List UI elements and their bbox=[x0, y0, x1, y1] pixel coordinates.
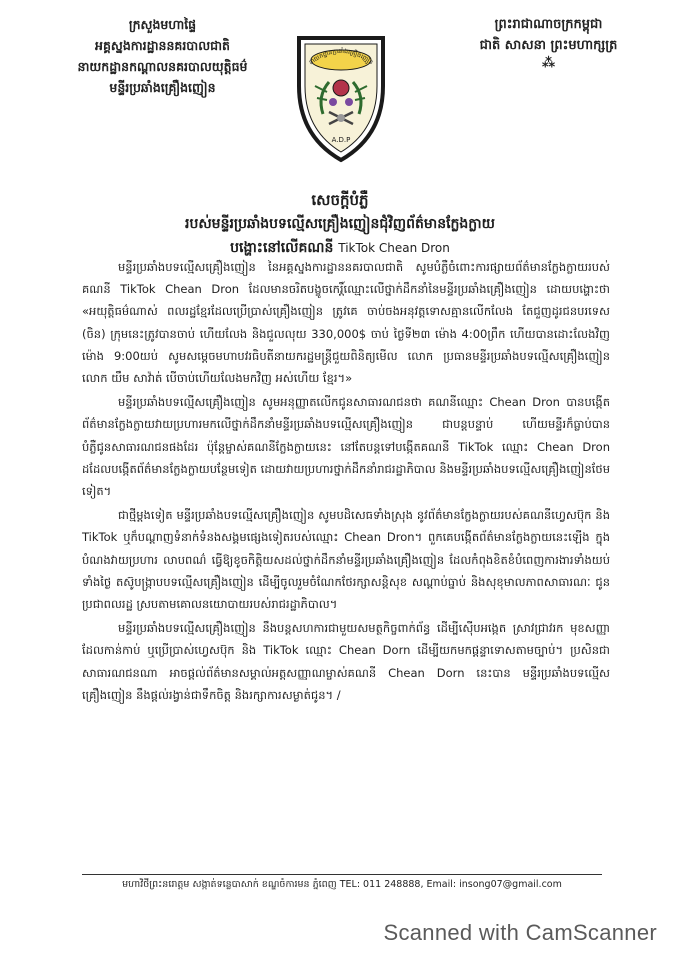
kingdom-header bbox=[446, 14, 651, 72]
ornament-icon: ⁂ bbox=[541, 56, 556, 71]
title-line-1: សេចក្តីបំភ្លឺ bbox=[311, 191, 369, 209]
issuer-office: មន្ទីរប្រឆាំងគ្រឿងញៀន bbox=[109, 80, 216, 95]
paragraph-2: មន្ទីរប្រឆាំងបទល្មើសគ្រឿងញៀន សូមអនុញ្ញាតលើកជូនសាធារណជនថា គណនីឈ្មោះ Chean Dron បានបង្កើតព័ត៌មានក្លែងក្លាយវាយប្រហារមកលើថ្នាក់ដឹកនាំមន្ទីរប្រឆាំងបទល្មើសគ្រឿងញៀន ជាបន្តបន្ទាប់ ហើយមន្ទីរក៏ធ្លាប់បានបំភ្លឺជូនសាធារណជនផងដែរ ប៉ុន្តែម្ចាស់គណនីក្លែងក្លាយនេះ នៅតែបន្តទៅបង្កើតគណនី TikTok ឈ្មោះ Chean Dron ដដែលបង្កើតព័ត៌មានក្លែងក្លាយបន្ថែមទៀត ដោយវាយប្រហារថ្នាក់ដឹកនាំរាជរដ្ឋាភិបាល និងមន្ទីរប្រឆាំងបទល្មើសគ្រឿងញៀនថែមទៀត។ bbox=[82, 395, 610, 499]
title-line-2: របស់មន្ទីរប្រឆាំងបទល្មើសគ្រឿងញៀនជុំវិញព័ត៌មានក្លែងក្លាយ bbox=[185, 216, 495, 232]
national-motto: ជាតិ សាសនា ព្រះមហាក្សត្រ bbox=[479, 38, 618, 53]
paragraph-3: ជាថ្មីម្តងទៀត មន្ទីរប្រឆាំងបទល្មើសគ្រឿងញៀន សូមបដិសេធទាំងស្រុង នូវព័ត៌មានក្លែងក្លាយរបស់គណនីហ្វេសប៊ុក និង TikTok ឬក៏បណ្តាញទំនាក់ទំនងសង្គមផ្សេងទៀតរបស់ឈ្មោះ Chean Dron។ ពួកគេបង្កើតព័ត៌មានក្លែងក្លាយនេះឡើង ក្នុងបំណងវាយប្រហារ លាបពណ៌ ធ្វើឱ្យខូចកិត្តិយសដល់ថ្នាក់ដឹកនាំមន្ទីរប្រឆាំងគ្រឿងញៀន ដែលកំពុងខិតខំបំពេញការងារទាំងយប់ទាំងថ្ងៃ តស៊ូបង្ក្រាបបទល្មើសគ្រឿងញៀន ដើម្បីចូលរួមចំណែកថែរក្សាសន្តិសុខ សណ្តាប់ធ្នាប់ និងសុខុមាលភាពសាធារណៈ ជូនប្រជាពលរដ្ឋ ស្របតាមគោលនយោបាយរបស់រាជរដ្ឋាភិបាល។ bbox=[82, 508, 610, 612]
kingdom-name: ព្រះរាជាណាចក្រកម្ពុជា bbox=[494, 17, 603, 32]
issuer-general-commissariat: អគ្គស្នងការដ្ឋាននគរបាលជាតិ bbox=[95, 38, 230, 53]
logo-arc-text: នាយកដ្ឋានប្រឆាំងគ្រឿងញៀន bbox=[307, 47, 375, 67]
footer-contact: មហាវិថីព្រះនរោត្តម សង្កាត់ទន្លេបាសាក់ ខណ្ឌចំការមន ភ្នំពេញ TEL: 011 248888, Email: insong07@gmail.com bbox=[122, 879, 562, 890]
document-title bbox=[90, 188, 590, 260]
document-body bbox=[82, 256, 610, 708]
issuer-header bbox=[40, 14, 285, 98]
footer-divider bbox=[82, 874, 602, 875]
issuer-department: នាយកដ្ឋានកណ្តាលនគរបាលយុត្តិធម៌ bbox=[77, 59, 248, 74]
paragraph-1: មន្ទីរប្រឆាំងបទល្មើសគ្រឿងញៀន នៃអគ្គស្នងការដ្ឋាននគរបាលជាតិ សូមបំភ្លឺចំពោះការផ្សាយព័ត៌មានក្លែងក្លាយរបស់គណនី TikTok Chean Dron ដែលមានចរិតបង្ខូចកេរ្តិ៍ឈ្មោះលើថ្នាក់ដឹកនាំនៃមន្ទីរប្រឆាំងគ្រឿងញៀន ដោយបង្ហោះថា «អយុត្តិធម៌ណាស់ ពលរដ្ឋខ្មែរដែលប្រើប្រាស់គ្រឿងញៀន ត្រូវគេ ចាប់ចងអនុវត្តទោសគ្មានលើកលែង តែជួញដូរជនបរទេស (ចិន) ក្រុមនេះត្រូវបានចាប់ ហើយលែង និងជួលលុយ 330,000$ ចាប់ ថ្ងៃទី២៣ ម៉ោង 4:00ព្រឹក ហើយបានដោះលែងវិញម៉ោង 9:00យប់ សូមសម្តេចមហាបវរធិបតីនាយករដ្ឋមន្ត្រីជួយពិនិត្យមើល លោក ប្រធានមន្ទីរប្រឆាំងបទល្មើសគ្រឿងញៀន លោក យឹម សាវ៉ាត់ បើចាប់ហើយលែងមកវិញ អស់ហើយ ខ្មែរ។» bbox=[82, 260, 610, 386]
scanner-watermark: Scanned with CamScanner bbox=[383, 920, 657, 945]
title-line-3-account: TikTok Chean Dron bbox=[338, 241, 450, 255]
title-line-3-prefix: បង្ហោះនៅលើគណនី bbox=[230, 240, 334, 256]
paragraph-4: មន្ទីរប្រឆាំងបទល្មើសគ្រឿងញៀន នឹងបន្តសហការជាមួយសមត្ថកិច្ចពាក់ព័ន្ធ ដើម្បីស៊ើបអង្កេត ស្រាវជ្រាវរក មុខសញ្ញាដែលកាន់កាប់ ឬប្រើប្រាស់ហ្វេសប៊ុក និង TikTok ឈ្មោះ Chean Dorn ដើម្បីយកមកផ្តន្ទាទោសតាមច្បាប់។ ប្រសិនជាសាធារណជនណា អាចផ្តល់ព័ត៌មានសម្គាល់អត្តសញ្ញាណម្ចាស់គណនី Chean Dorn នេះបាន មន្ទីរប្រឆាំងបទល្មើសគ្រឿងញៀន នឹងផ្តល់រង្វាន់ជាទឹកចិត្ត និងរក្សាការសម្ងាត់ជូន។ / bbox=[82, 621, 610, 702]
issuer-ministry: ក្រសួងមហាផ្ទៃ bbox=[128, 17, 197, 32]
logo-label: A.D.P bbox=[331, 136, 351, 144]
agency-logo bbox=[293, 26, 389, 166]
